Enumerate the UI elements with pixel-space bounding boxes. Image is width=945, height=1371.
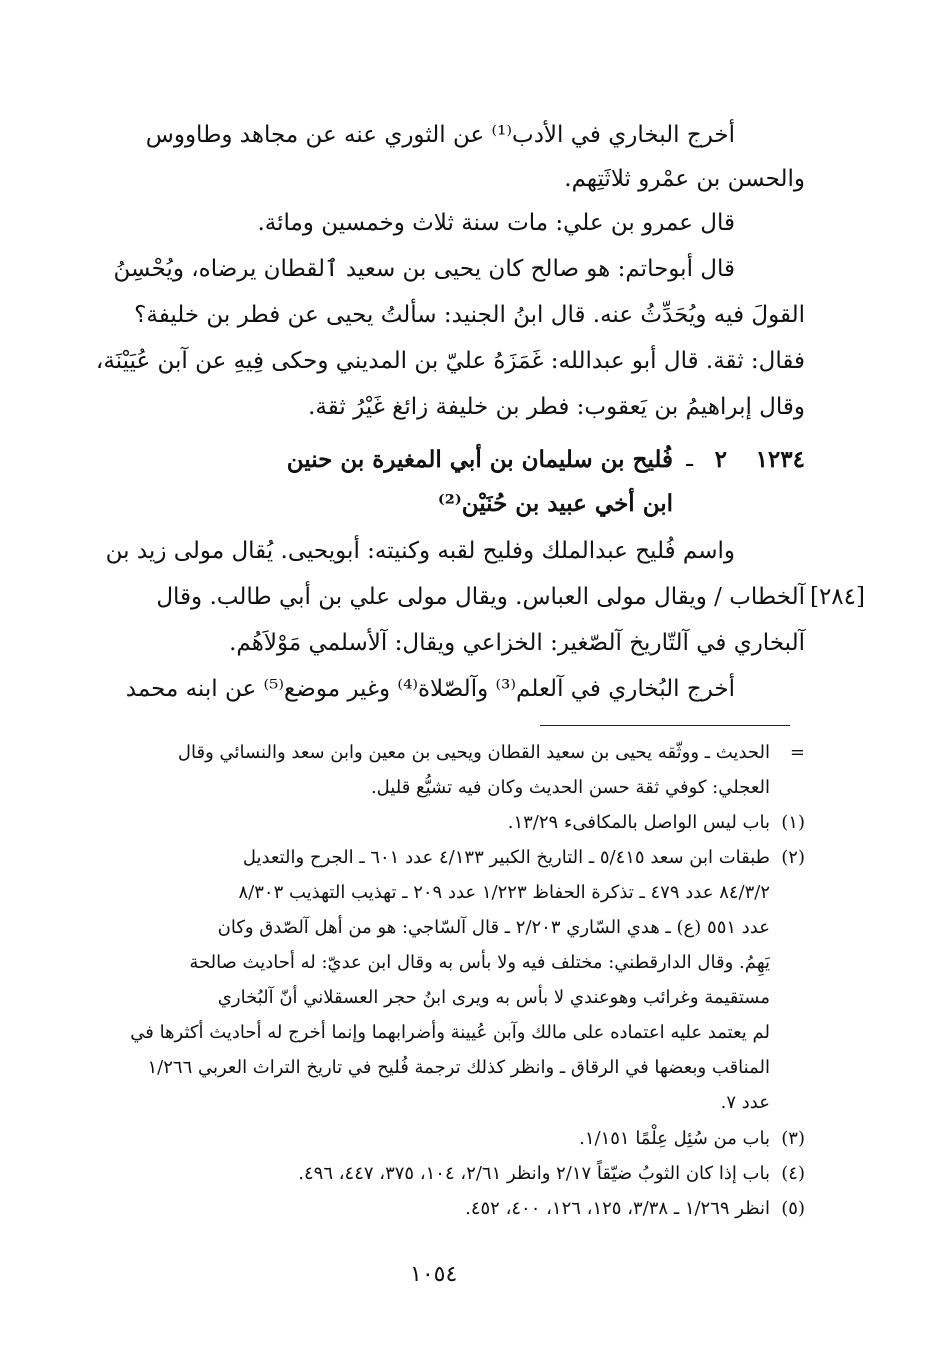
body-line: وقال إبراهيمُ بن يَعقوب: فطر بن خليفة زائغ غَيْرُ ثقة. (308, 394, 805, 420)
footnote-marker: (٥) (781, 1198, 805, 1219)
footnote-line: الحديث ـ ووثّقه يحيى بن سعيد القطان ويحيى بن معين وابن سعد والنسائي وقال (177, 742, 770, 763)
footnote-line: مستقيمة وغرائب وهوعندي لا بأس به ويرى ابنُ حجر العسقلاني أنّ آلبُخاري (217, 987, 770, 1008)
body-line: فقال: ثقة. قال أبو عبدالله: غَمَزَهُ عليّ بن المديني وحكى فِيهِ عن آبن عُيَيْنَة، (95, 348, 805, 374)
footnote-line: لم يعتمد عليه اعتماده على مالك وآبن عُيينة وأضرابهما وإنما أخرج له أحاديث أكثرها في (130, 1022, 770, 1043)
footnote-marker: (٤) (781, 1163, 805, 1184)
footnote-marker: = (789, 742, 805, 763)
footnote-line: ٨٤/٣/٢ عدد ٤٧٩ ـ تذكرة الحفاظ ١/٢٢٣ عدد ٢٠٩ ـ تهذيب التهذيب ٨/٣٠٣ (238, 882, 770, 903)
body-line: والحسن بن عمْرو ثلاثَتِهم. (564, 166, 805, 192)
body-line: واسم فُليح عبدالملك وفليح لقبه وكنيته: أبويحيى. يُقال مولى زيد بن (105, 538, 735, 564)
footnote-marker: (٢) (781, 847, 805, 868)
entry-sub-number: ٢ (714, 446, 727, 473)
footnote-line: عدد ٥٥١ (ع) ـ هدي السّاري ٢/٢٠٣ ـ قال آلسّاجي: هو من أهل آلصّدق وكان (217, 917, 770, 938)
entry-name-continued: ابن أخي عبيد بن حُنَيْن⁽²⁾ (437, 490, 673, 517)
footnote-line: طبقات ابن سعد ٥/٤١٥ ـ التاريخ الكبير ٤/١٣٣ عدد ٦٠١ ـ الجرح والتعديل (242, 847, 770, 868)
margin-note: [٢٨٤] (809, 584, 865, 610)
footnote-line: باب من سُئِل عِلْمًا ١/١٥١. (579, 1128, 770, 1149)
footnote-marker: (١) (781, 812, 805, 833)
body-line: قال أبوحاتم: هو صالح كان يحيى بن سعيد ٱلقطان يرضاه، ويُحْسِنُ (113, 256, 735, 282)
footnote-line: يَهِمُ. وقال الدارقطني: مختلف فيه ولا بأس به وقال ابن عديّ: له أحاديث صالحة (189, 952, 770, 973)
page-number: ١٠٥٤ (410, 1262, 458, 1287)
footnote-marker: (٣) (781, 1128, 805, 1149)
footnote-line: عدد ٧. (720, 1092, 770, 1113)
body-line: أخرج البخاري في الأدب⁽¹⁾ عن الثوري عنه عن مجاهد وطاووس (145, 122, 735, 148)
footnote-line: باب إذا كان الثوبُ ضيّقاً ٢/١٧ وانظر ٢/٦١، ١٠٤، ٣٧٥، ٤٤٧، ٤٩٦. (298, 1163, 770, 1184)
body-line: آلخطاب / ويقال مولى العباس. ويقال مولى علي بن أبي طالب. وقال (156, 584, 805, 610)
footnote-divider (540, 725, 790, 726)
body-line: آلبخاري في آلتّاريخ آلصّغير: الخزاعي ويقال: آلأسلمي مَوْلاَهُم. (229, 630, 805, 656)
body-line: القولَ فيه ويُحَدِّثُ عنه. قال ابنُ الجنيد: سألتُ يحيى عن فطر بن خليفة؟ (134, 302, 805, 328)
entry-dash: ـ (686, 446, 693, 472)
entry-name: فُليح بن سليمان بن أبي المغيرة بن حنين (286, 446, 673, 473)
footnote-line: انظر ١/٢٦٩ ـ ٣/٣٨، ١٢٥، ١٢٦، ٤٠٠، ٤٥٢. (465, 1198, 770, 1219)
body-line: قال عمرو بن علي: مات سنة ثلاث وخمسين ومائة. (257, 210, 735, 236)
entry-number: ١٢٣٤ (755, 446, 805, 473)
footnote-line: المناقب وبعضها في الرقاق ـ وانظر كذلك ترجمة فُليح في تاريخ التراث العربي ١/٢٦٦ (147, 1057, 770, 1078)
body-line: أخرج البُخاري في آلعلم⁽³⁾ وآلصّلاة⁽⁴⁾ وغير موضع⁽⁵⁾ عن ابنه محمد (125, 676, 735, 702)
footnote-line: العجلي: كوفي ثقة حسن الحديث وكان فيه تشيُّع قليل. (370, 777, 770, 798)
footnote-line: باب ليس الواصل بالمكافىء ١٣/٢٩. (507, 812, 770, 833)
